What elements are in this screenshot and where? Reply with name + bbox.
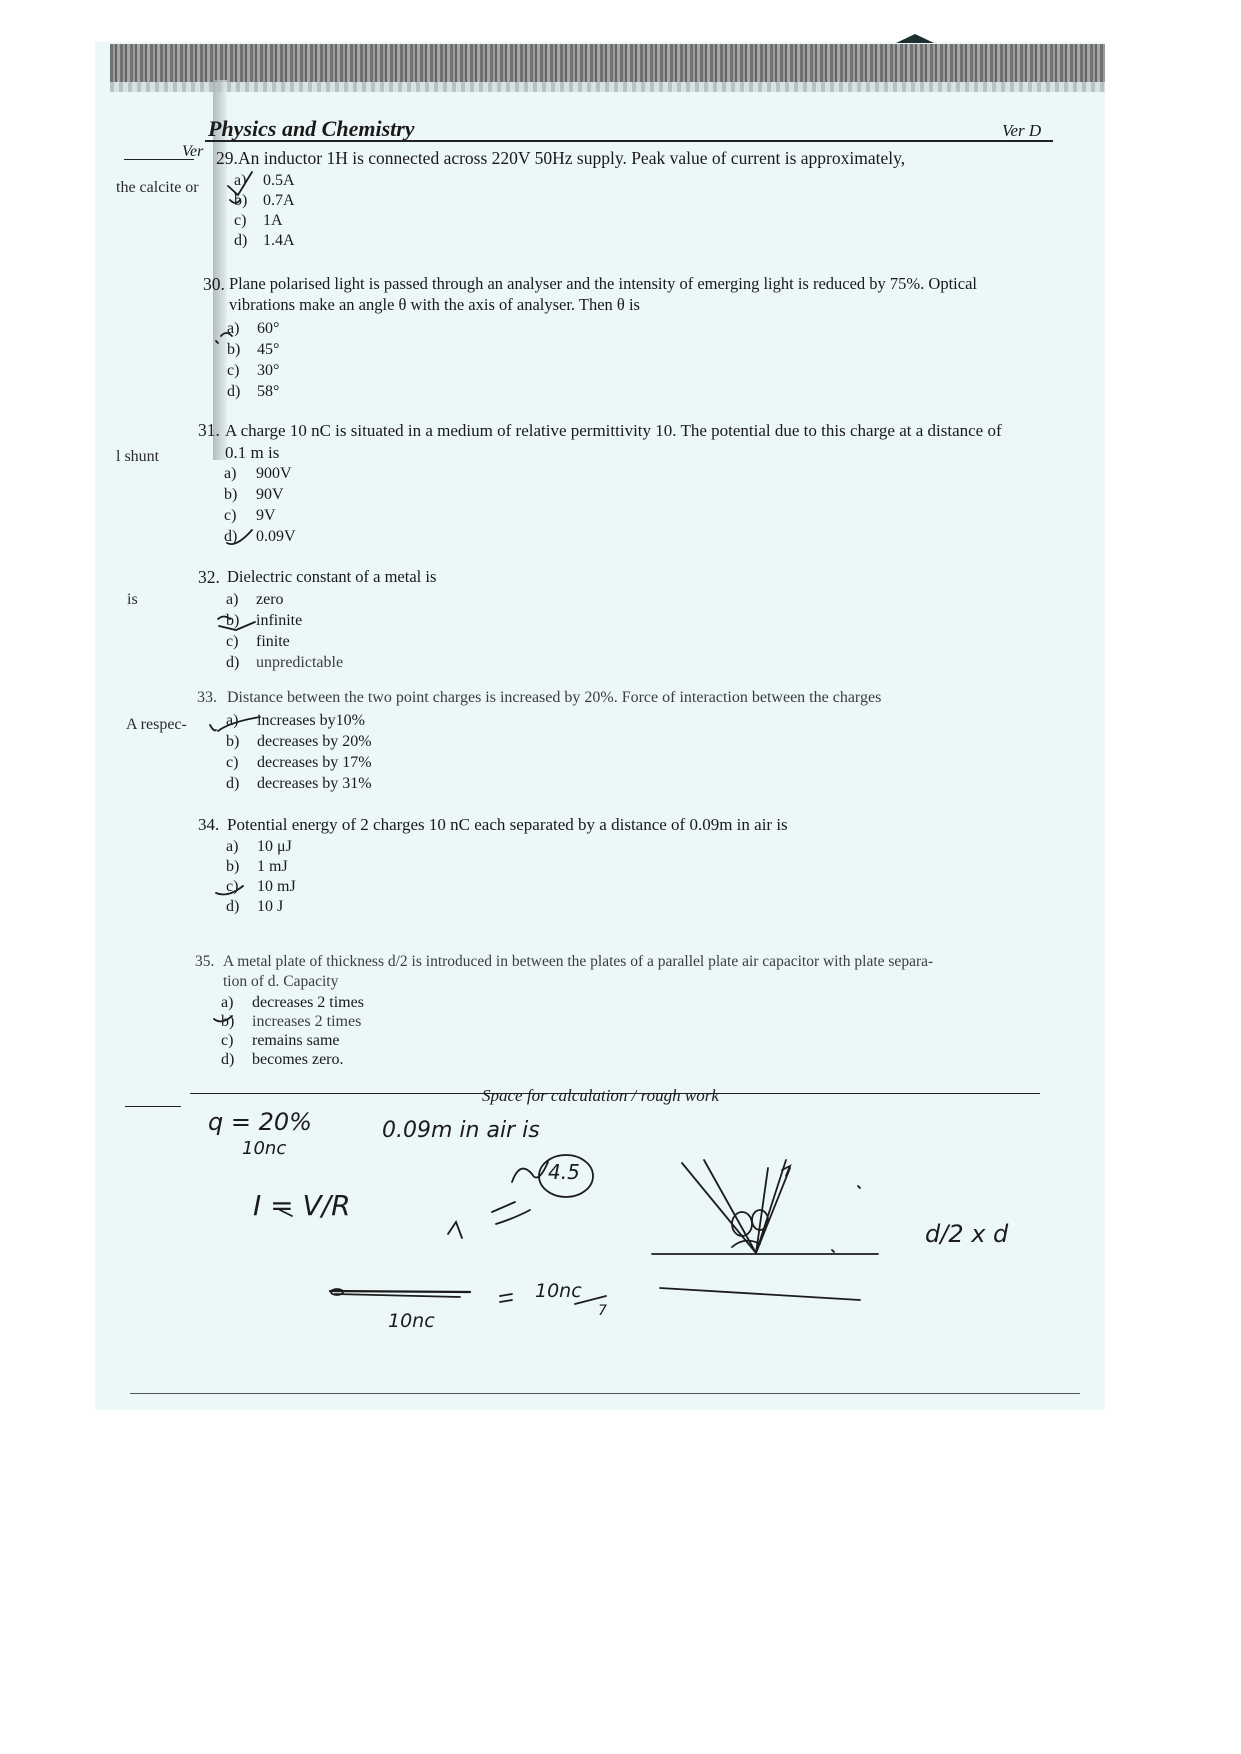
question-number: 32.: [198, 567, 220, 587]
option-text: increases 2 times: [252, 1013, 362, 1030]
option-letter: d): [226, 898, 240, 915]
option-text: 0.09V: [256, 528, 296, 545]
option-text: 10 mJ: [257, 878, 296, 895]
question-text: vibrations make an angle θ with the axis of analyser. Then θ is: [229, 295, 640, 314]
question-text: Dielectric constant of a metal is: [227, 567, 437, 586]
option-letter: a): [226, 591, 239, 608]
option-text: decreases 2 times: [252, 994, 364, 1011]
option-letter: d): [227, 383, 241, 400]
option-letter: b): [226, 733, 240, 750]
question-text: A charge 10 nC is situated in a medium of relative permittivity 10. The potential due to this charge at a distance of: [225, 421, 1002, 440]
option-text: 900V: [256, 465, 292, 482]
option-letter: c): [226, 878, 239, 895]
page-bottom-rule: [130, 1393, 1080, 1394]
option-text: 10 J: [257, 898, 284, 915]
option-text: 45°: [257, 341, 280, 358]
handwritten-note: I = V/R: [253, 1189, 351, 1222]
option-text: zero: [256, 591, 284, 608]
option-text: 58°: [257, 383, 280, 400]
question-number: 34.: [198, 815, 220, 834]
option-text: 9V: [256, 507, 276, 524]
option-text: 10 μJ: [257, 838, 292, 855]
question-number: 30.: [203, 274, 225, 294]
option-letter: b): [234, 192, 248, 209]
question-text: tion of d. Capacity: [223, 973, 339, 990]
margin-fragment: A respec-: [126, 716, 187, 733]
option-letter: a): [226, 712, 239, 729]
option-letter: c): [226, 633, 239, 650]
question-number: 31.: [198, 420, 220, 440]
option-letter: b): [224, 486, 238, 503]
option-letter: b): [226, 612, 240, 629]
option-text: 1A: [263, 212, 283, 229]
question-text: Plane polarised light is passed through an analyser and the intensity of emerging light is reduced by 75%. Optical: [229, 274, 977, 293]
handwritten-note: 10nc: [535, 1280, 582, 1302]
option-text: 1.4A: [263, 232, 295, 249]
handwritten-note: 7: [598, 1303, 607, 1319]
option-text: 90V: [256, 486, 284, 503]
option-letter: a): [226, 838, 239, 855]
option-text: finite: [256, 633, 290, 650]
rough-work-label: Space for calculation / rough work: [482, 1086, 719, 1105]
option-text: decreases by 17%: [257, 754, 372, 771]
option-text: 1 mJ: [257, 858, 288, 875]
handwritten-note: d/2 x d: [925, 1220, 1009, 1248]
margin-fragment: l shunt: [116, 448, 160, 465]
question-number: 35.: [195, 953, 215, 970]
handwritten-note: 4.5: [548, 1160, 580, 1184]
question-text: A metal plate of thickness d/2 is introduced in between the plates of a parallel plate air capacitor with plate separa-: [223, 953, 934, 970]
question-text: An inductor 1H is connected across 220V 50Hz supply. Peak value of current is approximately,: [238, 148, 906, 168]
option-text: decreases by 31%: [257, 775, 372, 792]
version-stub: Ver: [182, 143, 204, 160]
option-letter: a): [221, 994, 234, 1011]
option-letter: c): [227, 362, 240, 379]
handwritten-note: 0.09m in air is: [382, 1118, 540, 1143]
handwritten-note: 10nc: [388, 1310, 435, 1332]
option-letter: c): [224, 507, 237, 524]
question-text: Distance between the two point charges is increased by 20%. Force of interaction between the charges: [227, 689, 882, 706]
option-letter: c): [221, 1032, 234, 1049]
option-text: becomes zero.: [252, 1051, 344, 1068]
option-letter: b): [227, 341, 241, 358]
option-text: increases by10%: [257, 712, 365, 729]
question-text: Potential energy of 2 charges 10 nC each separated by a distance of 0.09m in air is: [227, 815, 788, 834]
handwritten-note: 10nc: [242, 1138, 287, 1159]
option-letter: c): [226, 754, 239, 771]
option-text: 30°: [257, 362, 280, 379]
option-letter: a): [234, 172, 247, 189]
option-text: decreases by 20%: [257, 733, 372, 750]
handwritten-note: q = 20%: [208, 1108, 312, 1136]
option-text: unpredictable: [256, 654, 344, 671]
option-letter: d): [234, 232, 248, 249]
margin-fragment: is: [127, 591, 138, 608]
option-letter: b): [221, 1013, 235, 1030]
option-letter: b): [226, 858, 240, 875]
margin-fragment: the calcite or: [116, 179, 199, 196]
question-number: 29.: [216, 148, 238, 168]
option-letter: d): [226, 654, 240, 671]
option-letter: a): [224, 465, 237, 482]
option-letter: a): [227, 320, 240, 337]
option-text: 60°: [257, 320, 280, 337]
question-number: 33.: [197, 689, 217, 706]
option-text: remains same: [252, 1032, 340, 1049]
option-text: 0.7A: [263, 192, 295, 209]
option-letter: d): [226, 775, 240, 792]
option-letter: c): [234, 212, 247, 229]
subject-title: Physics and Chemistry: [208, 116, 415, 141]
option-text: infinite: [256, 612, 303, 629]
question-text: 0.1 m is: [225, 443, 280, 462]
version-label: Ver D: [1002, 121, 1042, 140]
option-text: 0.5A: [263, 172, 295, 189]
option-letter: d): [224, 528, 238, 545]
option-letter: d): [221, 1051, 235, 1068]
